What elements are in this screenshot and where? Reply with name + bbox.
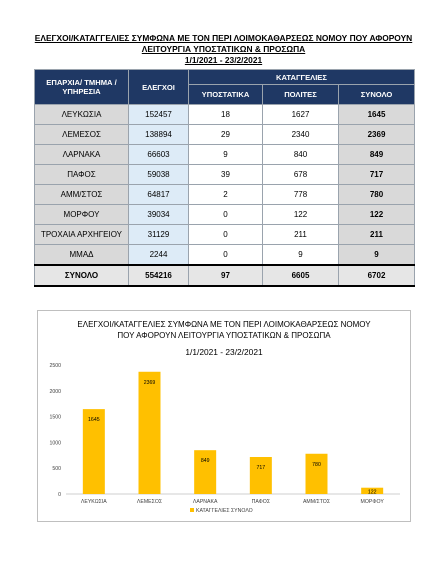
header-region: ΕΠΑΡΧΙΑ/ ΤΜΗΜΑ / ΥΠΗΡΕΣΙΑ	[35, 70, 129, 105]
total-cell: 849	[339, 145, 415, 165]
premises-cell: 29	[189, 125, 263, 145]
bar	[194, 450, 216, 494]
legend-swatch	[190, 508, 194, 512]
table-row	[35, 245, 415, 266]
bar-chart	[38, 311, 410, 521]
sum-citizens: 6605	[263, 265, 339, 286]
table-row	[35, 125, 415, 145]
premises-cell: 0	[189, 205, 263, 225]
header-premises: ΥΠΟΣΤΑΤΙΚΑ	[189, 85, 263, 105]
table-row	[35, 105, 415, 125]
total-cell: 211	[339, 225, 415, 245]
premises-cell: 2	[189, 185, 263, 205]
table-row	[35, 145, 415, 165]
checks-cell: 64817	[129, 185, 189, 205]
y-tick-label: 2500	[49, 363, 61, 369]
total-cell: 780	[339, 185, 415, 205]
checks-cell: 66603	[129, 145, 189, 165]
table-sum-row	[35, 265, 415, 286]
x-tick-label: ΜΟΡΦΟΥ	[360, 499, 384, 505]
sum-premises: 97	[189, 265, 263, 286]
legend-label: ΚΑΤΑΓΓΕΛΙΕΣ ΣΥΝΟΛΟ	[196, 508, 253, 514]
citizens-cell: 122	[263, 205, 339, 225]
y-tick-label: 1000	[49, 440, 61, 447]
header-complaints: ΚΑΤΑΓΓΕΛΙΕΣ	[189, 70, 415, 85]
x-tick-label: ΠΑΦΟΣ	[251, 499, 271, 505]
checks-cell: 138894	[129, 125, 189, 145]
chart-date-range: 1/1/2021 - 23/2/2021	[185, 347, 263, 357]
citizens-cell: 678	[263, 165, 339, 185]
table-row	[35, 185, 415, 205]
data-label: 122	[367, 489, 377, 496]
bar	[250, 457, 272, 494]
bar	[139, 372, 161, 494]
region-cell: ΤΡΟΧΑΙΑ ΑΡΧΗΓΕΙΟΥ	[35, 225, 129, 245]
checks-cell: 31129	[129, 225, 189, 245]
data-label: 780	[312, 461, 321, 468]
citizens-cell: 1627	[263, 105, 339, 125]
x-tick-label: ΑΜΜ/ΣΤΟΣ	[302, 499, 331, 505]
premises-cell: 0	[189, 245, 263, 266]
data-label: 2369	[143, 379, 156, 386]
header-total: ΣΥΝΟΛΟ	[339, 85, 415, 105]
sum-label: ΣΥΝΟΛΟ	[35, 265, 129, 286]
premises-cell: 18	[189, 105, 263, 125]
premises-cell: 0	[189, 225, 263, 245]
citizens-cell: 840	[263, 145, 339, 165]
region-cell: ΛΕΥΚΩΣΙΑ	[35, 105, 129, 125]
checks-cell: 59038	[129, 165, 189, 185]
total-cell: 122	[339, 205, 415, 225]
report-title-line1: ΕΛΕΓΧΟΙ/ΚΑΤΑΓΓΕΛΙΕΣ ΣΥΜΦΩΝΑ ΜΕ ΤΟΝ ΠΕΡΙ ΛΟΙΜΟΚΑΘΑΡΣΕΩΣ ΝΟΜΟΥ ΠΟΥ ΑΦΟΡΟΥΝ	[34, 33, 413, 43]
table-header-row	[35, 70, 415, 85]
x-tick-label: ΛΑΡΝΑΚΑ	[192, 499, 218, 505]
y-tick-label: 500	[52, 466, 61, 473]
chart-title-line1: ΕΛΕΓΧΟΙ/ΚΑΤΑΓΓΕΛΙΕΣ ΣΥΜΦΩΝΑ ΜΕ ΤΟΝ ΠΕΡΙ ΛΟΙΜΟΚΑΘΑΡΣΕΩΣ ΝΟΜΟΥ	[77, 320, 371, 329]
bar-chart-panel	[37, 310, 411, 522]
y-tick-label: 1500	[49, 414, 61, 421]
region-cell: ΜΜΑΔ	[35, 245, 129, 266]
total-cell: 9	[339, 245, 415, 266]
total-cell: 1645	[339, 105, 415, 125]
sum-checks: 554216	[129, 265, 189, 286]
citizens-cell: 9	[263, 245, 339, 266]
data-label: 717	[256, 465, 266, 472]
citizens-cell: 778	[263, 185, 339, 205]
region-cell: ΛΕΜΕΣΟΣ	[35, 125, 129, 145]
checks-cell: 39034	[129, 205, 189, 225]
x-tick-label: ΛΕΥΚΩΣΙΑ	[80, 499, 107, 505]
report-date-range: 1/1/2021 - 23/2/2021	[184, 55, 263, 65]
citizens-cell: 211	[263, 225, 339, 245]
region-cell: ΠΑΦΟΣ	[35, 165, 129, 185]
data-label: 1645	[88, 417, 100, 424]
y-tick-label: 2000	[49, 388, 61, 395]
data-label: 849	[200, 458, 210, 465]
chart-title-line2: ΠΟΥ ΑΦΟΡΟΥΝ ΛΕΙΤΟΥΡΓΙΑ ΥΠΟΣΤΑΤΙΚΩΝ & ΠΡΟΣΩΠΑ	[117, 331, 331, 340]
checks-cell: 152457	[129, 105, 189, 125]
statistics-table	[34, 69, 415, 287]
total-cell: 717	[339, 165, 415, 185]
region-cell: ΛΑΡΝΑΚΑ	[35, 145, 129, 165]
premises-cell: 39	[189, 165, 263, 185]
region-cell: ΜΟΡΦΟΥ	[35, 205, 129, 225]
header-checks: ΕΛΕΓΧΟΙ	[129, 70, 189, 105]
region-cell: ΑΜΜ/ΣΤΟΣ	[35, 185, 129, 205]
x-tick-label: ΛΕΜΕΣΟΣ	[136, 499, 163, 505]
table-row	[35, 205, 415, 225]
total-cell: 2369	[339, 125, 415, 145]
table-row	[35, 225, 415, 245]
header-citizens: ΠΟΛΙΤΕΣ	[263, 85, 339, 105]
report-title-line2: ΛΕΙΤΟΥΡΓΙΑ ΥΠΟΣΤΑΤΙΚΩΝ & ΠΡΟΣΩΠΑ	[141, 44, 306, 54]
citizens-cell: 2340	[263, 125, 339, 145]
checks-cell: 2244	[129, 245, 189, 266]
premises-cell: 9	[189, 145, 263, 165]
y-tick-label: 0	[58, 492, 61, 498]
table-row	[35, 165, 415, 185]
sum-total: 6702	[339, 265, 415, 286]
bar	[306, 454, 328, 494]
